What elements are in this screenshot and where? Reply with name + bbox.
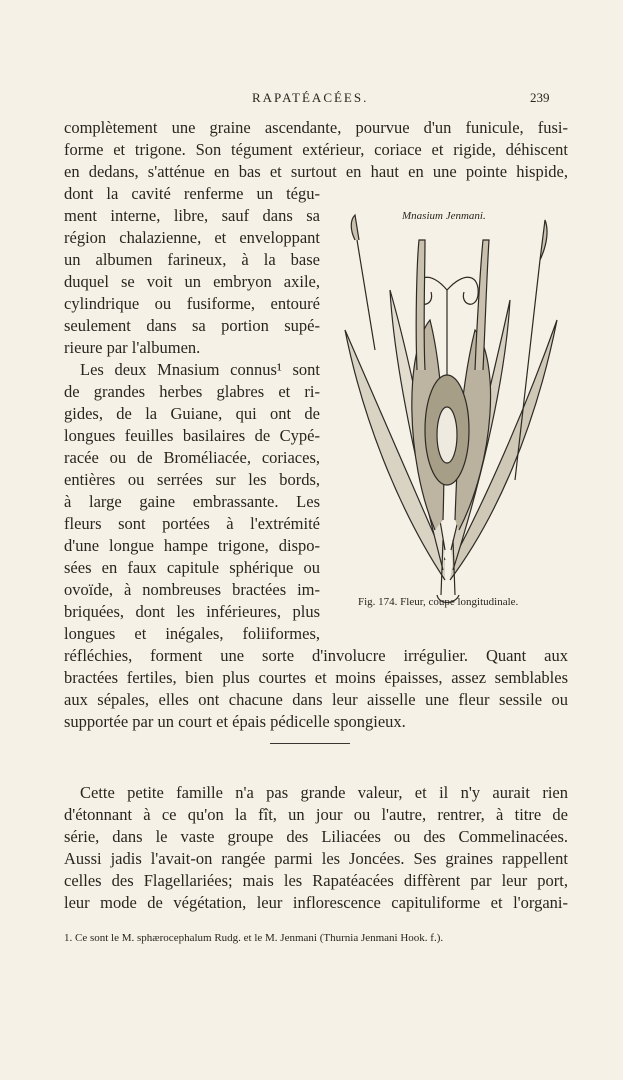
text-line: supportée par un court et épais pédicelle spongieux. bbox=[64, 712, 406, 731]
text-line: aux sépales, elles ont chacune dans leur aisselle une fleur sessile ou bbox=[64, 690, 568, 709]
text-line: leur mode de végétation, leur inflorescence capituliforme et l'organi- bbox=[64, 893, 568, 912]
figure-caption: Fig. 174. Fleur, coupe longitudinale. bbox=[358, 596, 519, 608]
figure-species-label: Mnasium Jenmani. bbox=[402, 210, 486, 222]
running-head bbox=[0, 90, 623, 110]
text-line: un albumen farineux, à la base bbox=[64, 250, 320, 269]
text-line: Les deux Mnasium connus¹ sont bbox=[80, 360, 320, 379]
text-line: à large gaine embrassante. Les bbox=[64, 492, 320, 511]
text-line: racée ou de Broméliacée, coriaces, bbox=[64, 448, 320, 467]
text-line: seulement dans sa portion supé- bbox=[64, 316, 320, 335]
text-line: duquel se voit un embryon axile, bbox=[64, 272, 320, 291]
text-line: de grandes herbes glabres et ri- bbox=[64, 382, 320, 401]
text-line: cylindrique ou fusiforme, entouré bbox=[64, 294, 320, 313]
text-line: longues et inégales, foliiformes, bbox=[64, 624, 320, 643]
text-line: briquées, dont les inférieures, plus bbox=[64, 602, 320, 621]
section-divider bbox=[270, 743, 350, 744]
text-line: rieure par l'albumen. bbox=[64, 338, 201, 357]
text-line: longues feuilles basilaires de Cypé- bbox=[64, 426, 320, 445]
text-line: d'une longue hampe trigone, dispo- bbox=[64, 536, 320, 555]
text-line: sées en faux capitule sphérique ou bbox=[64, 558, 320, 577]
text-line: Aussi jadis l'avait-on rangée parmi les Joncées. Ses graines rappellent bbox=[64, 849, 568, 868]
text-line: forme et trigone. Son tégument extérieur, coriace et rigide, déhiscent bbox=[64, 140, 568, 159]
text-line: fleurs sont portées à l'extrémité bbox=[64, 514, 320, 533]
text-line: ovoïde, à nombreuses bractées im- bbox=[64, 580, 320, 599]
running-title: RAPATÉACÉES. bbox=[252, 90, 369, 105]
text-line: Cette petite famille n'a pas grande valeur, et il n'y aurait rien bbox=[80, 783, 568, 802]
page-number: 239 bbox=[530, 90, 550, 105]
text-line: région chalazienne, et enveloppant bbox=[64, 228, 320, 247]
footnote: 1. Ce sont le M. sphærocephalum Rudg. et le M. Jenmani (Thurnia Jenmani Hook. f.). bbox=[64, 932, 444, 944]
text-line: entières ou serrées sur les bords, bbox=[64, 470, 320, 489]
text-line: d'étonnant à ce qu'on la fît, un jour ou l'autre, rentrer, à titre de bbox=[64, 805, 568, 824]
text-line: complètement une graine ascendante, pourvue d'un funicule, fusi- bbox=[64, 118, 568, 137]
text-line: bractées fertiles, bien plus courtes et moins épaisses, assez semblables bbox=[64, 668, 568, 687]
text-line: dont la cavité renferme un tégu- bbox=[64, 184, 320, 203]
flower-section-illustration bbox=[335, 200, 560, 615]
text-line: en dedans, s'atténue en bas et surtout en haut en une pointe hispide, bbox=[64, 162, 568, 181]
text-line: ment interne, libre, sauf dans sa bbox=[64, 206, 320, 225]
text-line: réfléchies, forment une sorte d'involucre irrégulier. Quant aux bbox=[64, 646, 568, 665]
text-line: gides, de la Guiane, qui ont de bbox=[64, 404, 320, 423]
text-line: celles des Flagellariées; mais les Rapatéacées diffèrent par leur port, bbox=[64, 871, 568, 890]
text-line: série, dans le vaste groupe des Liliacées ou des Commelinacées. bbox=[64, 827, 568, 846]
